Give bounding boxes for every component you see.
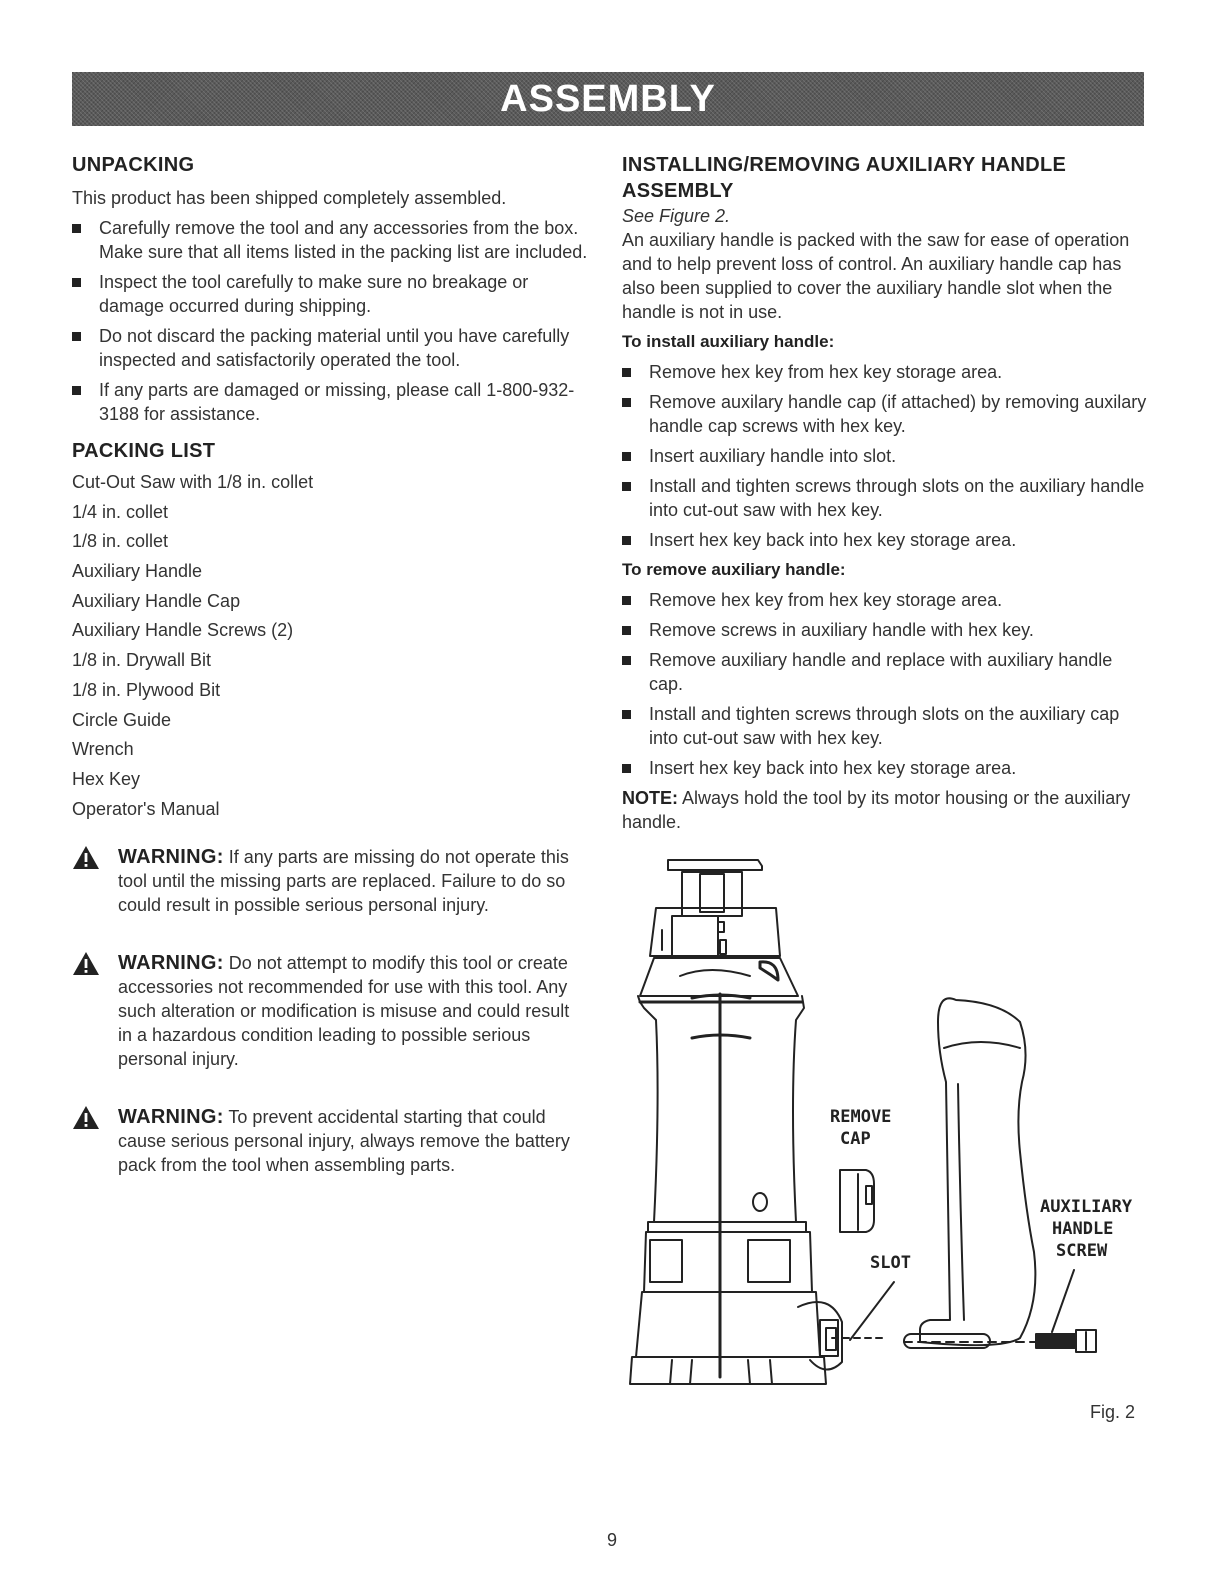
warning-triangle-icon: [72, 1105, 100, 1130]
warning-text: If any parts are missing do not operate this tool until the missing parts are replaced. Failure to do so could result in possible serious personal injury.: [118, 846, 569, 915]
list-item: Do not discard the packing material until you have carefully inspected and satisfactorily operated the tool.: [72, 324, 592, 372]
list-item: Auxiliary Handle: [72, 561, 203, 582]
packing-list-heading: PACKING LIST: [72, 440, 216, 462]
page-number: 9: [606, 1530, 617, 1550]
figure-2-diagram: [620, 852, 1150, 1412]
note: [622, 786, 1147, 834]
list-item: 1/8 in. Drywall Bit: [72, 650, 212, 671]
list-item: Auxiliary Handle Screws (2): [72, 620, 294, 641]
list-item: Inspect the tool carefully to make sure no breakage or damage occurred during shipping.: [72, 270, 592, 318]
auxiliary-handle: [920, 998, 1035, 1345]
list-item: Circle Guide: [72, 709, 172, 730]
aux-handle-intro: An auxiliary handle is packed with the saw for ease of operation and to help prevent loss of control. An auxiliary handle cap has also been supplied to cover the auxiliary handle slot when the handle is not in use.: [622, 230, 1130, 322]
warning-triangle-icon: [72, 845, 100, 870]
collet-cap: [668, 860, 762, 870]
label-slot: SLOT: [870, 1253, 911, 1273]
warning-label: WARNING:: [118, 951, 224, 974]
unpacking-list: [72, 216, 592, 426]
list-item: Remove auxiliary handle and replace with auxiliary handle cap.: [622, 648, 1147, 696]
handle-screw: [1036, 1334, 1076, 1348]
list-item: If any parts are damaged or missing, please call 1-800-932-3188 for assistance.: [72, 378, 592, 426]
label-screw: SCREW: [1056, 1241, 1108, 1261]
list-item: 1/8 in. collet: [72, 531, 169, 552]
unpacking-intro: This product has been shipped completely assembled.: [72, 188, 507, 208]
battery-pack: [648, 1222, 806, 1232]
see-figure-ref: See Figure 2.: [622, 206, 731, 226]
warning-triangle-icon: [72, 951, 100, 976]
warning-block: [72, 951, 580, 1071]
packing-list: [72, 470, 592, 821]
page-title: ASSEMBLY: [500, 77, 716, 120]
unpacking-heading: UNPACKING: [72, 154, 195, 176]
list-item: Carefully remove the tool and any accessories from the box. Make sure that all items listed in the packing list are included.: [72, 216, 592, 264]
warning-label: WARNING:: [118, 845, 224, 868]
list-item: Insert auxiliary handle into slot.: [622, 444, 1147, 468]
list-item: Install and tighten screws through slots on the auxiliary cap into cut-out saw with hex key.: [622, 702, 1147, 750]
list-item: Remove hex key from hex key storage area.: [622, 588, 1147, 612]
list-item: Insert hex key back into hex key storage area.: [622, 756, 1147, 780]
left-column: [72, 152, 592, 1177]
warning-block: [72, 845, 580, 917]
list-item: Wrench: [72, 739, 134, 760]
label-handle: HANDLE: [1052, 1219, 1114, 1239]
list-item: Cut-Out Saw with 1/8 in. collet: [72, 472, 314, 492]
collet-top: [682, 872, 742, 916]
figure-caption: Fig. 2: [1090, 1402, 1136, 1422]
right-column: [622, 152, 1147, 834]
list-item: Install and tighten screws through slots on the auxiliary handle into cut-out saw with hex key.: [622, 474, 1147, 522]
warning-text: Do not attempt to modify this tool or create accessories not recommended for use with this tool. Any such alteration or modification is misuse and could result in a hazardous condition leading to possible serious personal injury.: [118, 952, 570, 1069]
install-subheading: To install auxiliary handle:: [622, 332, 835, 351]
label-auxiliary: AUXILIARY: [1040, 1197, 1133, 1217]
aux-handle-heading: INSTALLING/REMOVING AUXILIARY HANDLE ASSEMBLY: [622, 154, 1067, 202]
list-item: 1/8 in. Plywood Bit: [72, 679, 221, 700]
remove-subheading: To remove auxiliary handle:: [622, 560, 846, 579]
label-cap: CAP: [840, 1129, 871, 1149]
remove-steps: [622, 588, 1147, 780]
warning-block: [72, 1105, 580, 1177]
note-text: Always hold the tool by its motor housing or the auxiliary handle.: [622, 788, 1131, 832]
list-item: Remove screws in auxiliary handle with hex key.: [622, 618, 1147, 642]
list-item: Insert hex key back into hex key storage area.: [622, 528, 1147, 552]
label-remove: REMOVE: [830, 1107, 892, 1127]
warning-text: To prevent accidental starting that could cause serious personal injury, always remove the battery pack from the tool when assembling parts.: [118, 1106, 570, 1175]
list-item: Remove auxilary handle cap (if attached) by removing auxilary handle cap screws with hex key.: [622, 390, 1147, 438]
section-banner: [72, 72, 1144, 126]
list-item: Remove hex key from hex key storage area.: [622, 360, 1147, 384]
install-steps: [622, 360, 1147, 552]
list-item: Hex Key: [72, 768, 141, 789]
list-item: Operator's Manual: [72, 798, 220, 819]
warning-label: WARNING:: [118, 1105, 224, 1128]
note-label: NOTE:: [622, 788, 678, 808]
list-item: 1/4 in. collet: [72, 501, 169, 522]
list-item: Auxiliary Handle Cap: [72, 590, 241, 611]
